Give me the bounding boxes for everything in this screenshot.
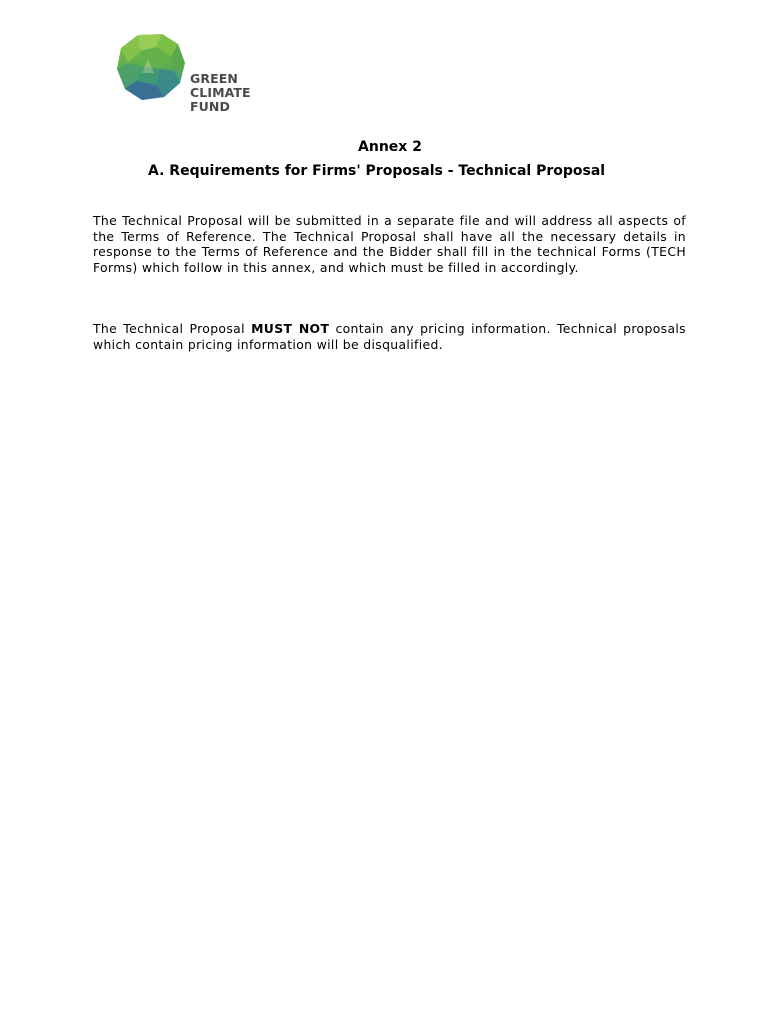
logo-line-fund: FUND — [190, 99, 230, 114]
paragraph-pricing-warning — [93, 321, 686, 352]
logo-line-green: GREEN — [190, 71, 238, 86]
paragraph-pricing-text-start: The Technical Proposal — [93, 321, 252, 336]
annex-title: Annex 2 — [358, 139, 422, 155]
must-not-emphasis: MUST NOT — [251, 321, 330, 336]
logo-line-climate: CLIMATE — [190, 85, 251, 100]
logo-wordmark — [190, 72, 251, 114]
globe-logo-icon — [116, 33, 186, 101]
paragraph-technical-proposal: The Technical Proposal will be submitted in a separate file and will address all aspects of the Terms of Reference. The Technical Proposal shall have all the necessary details in response to the Terms of Reference and the Bidder shall fill in the technical Forms (TECH Forms) which follow in this annex, and which must be filled in accordingly. — [93, 213, 686, 276]
section-title: A. Requirements for Firms' Proposals - Technical Proposal — [148, 163, 606, 179]
green-climate-fund-logo — [116, 33, 256, 117]
paragraph-pricing-text-end: contain any pricing information. Technical proposals which contain pricing information will be disqualified. — [93, 321, 686, 352]
